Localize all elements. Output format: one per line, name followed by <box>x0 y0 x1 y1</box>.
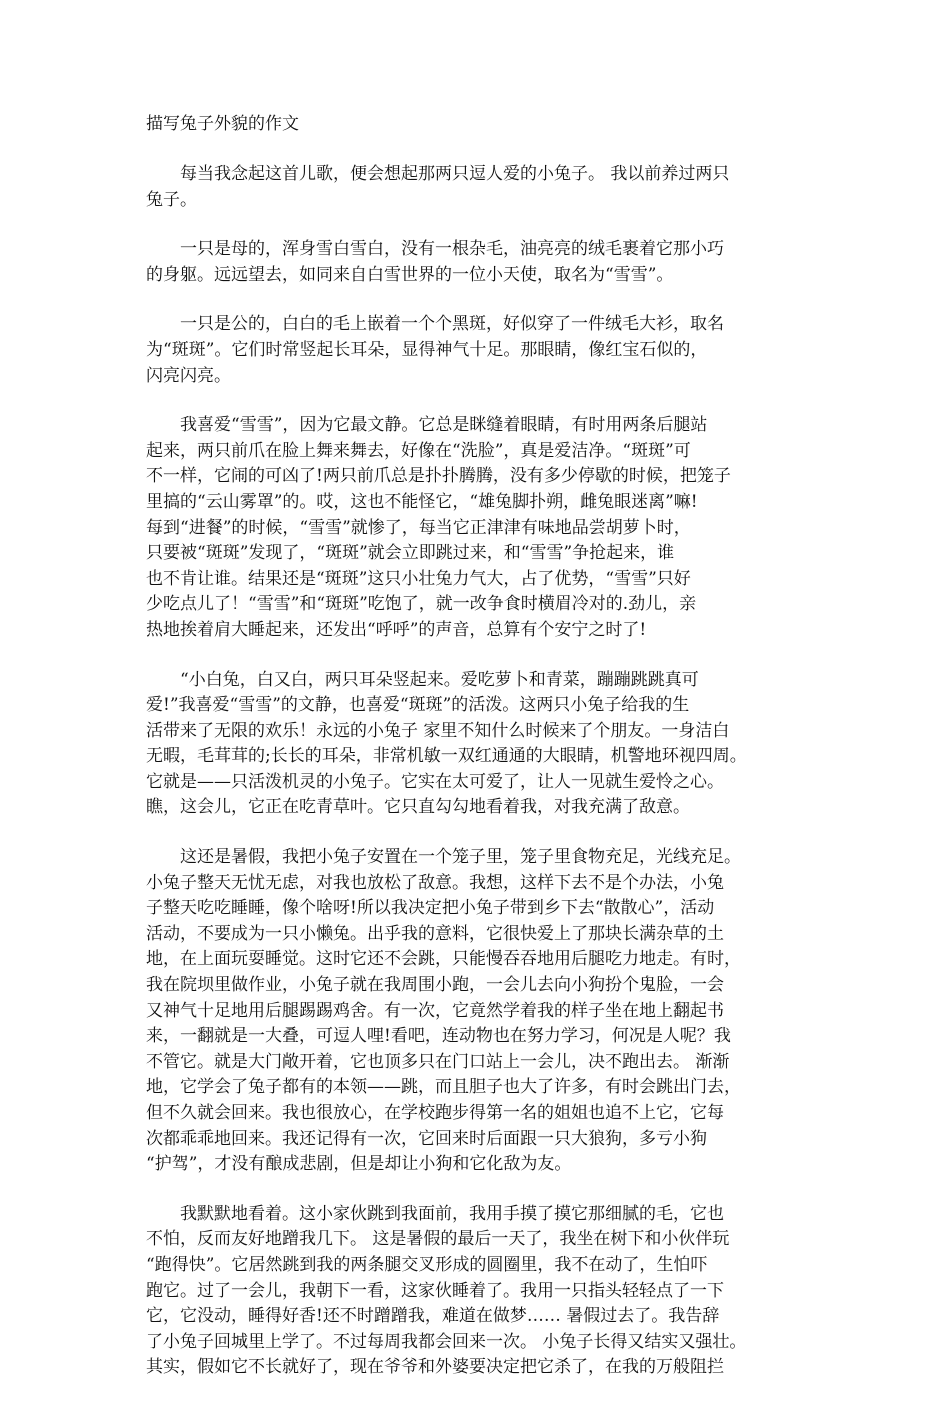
paragraph-line: 瞧，这会儿，它正在吃青草叶。它只直勾勾地看着我，对我充满了敌意。 <box>146 797 690 818</box>
paragraph <box>146 312 826 389</box>
paragraph-line: 爱!”我喜爱“雪雪”的文静，也喜爱“斑斑”的活泼。这两只小兔子给我的生 <box>146 695 690 716</box>
paragraph-line: 的身躯。远远望去，如同来自白雪世界的一位小天使，取名为“雪雪”。 <box>146 264 674 285</box>
paragraph-line: 不一样，它闹的可凶了!两只前爪总是扑扑腾腾，没有多少停歇的时候，把笼子 <box>146 466 731 487</box>
paragraph-line: 少吃点儿了！“雪雪”和“斑斑”吃饱了，就一改争食时横眉冷对的.劲儿，亲 <box>146 594 697 615</box>
paragraph-line: 里搞的“云山雾罩”的。哎，这也不能怪它，“雄兔脚扑朔，雌兔眼迷离”嘛! <box>146 491 698 512</box>
paragraph-line: 它，它没动，睡得好香!还不时蹭蹭我，难道在做梦…… 暑假过去了。我告辞 <box>146 1306 720 1327</box>
paragraph <box>146 237 826 288</box>
paragraph-line: 起来，两只前爪在脸上舞来舞去，好像在“洗脸”，真是爱洁净。“斑斑”可 <box>146 440 691 461</box>
paragraph-line: 次都乖乖地回来。我还记得有一次，它回来时后面跟一只大狼狗，多亏小狗 <box>146 1128 707 1149</box>
paragraph-line: 无暇，毛茸茸的;长长的耳朵，非常机敏一双红通通的大眼睛，机警地环视四周。 <box>146 746 747 767</box>
paragraph-line: “小白兔，白又白，两只耳朵竖起来。爱吃萝卜和青菜，蹦蹦跳跳真可 <box>180 669 699 690</box>
paragraph-line: 了小兔子回城里上学了。不过每周我都会回来一次。 小兔子长得又结实又强壮。 <box>146 1331 747 1352</box>
paragraph-line: “跑得快”。它居然跳到我的两条腿交叉形成的圆圈里，我不在动了，生怕吓 <box>146 1254 708 1275</box>
paragraph-line: 又神气十足地用后腿踢踢鸡舍。有一次，它竟然学着我的样子坐在地上翻起书 <box>146 1000 724 1021</box>
paragraph <box>146 413 826 643</box>
paragraph-line: 每到“进餐”的时候，“雪雪”就惨了，每当它正津津有味地品尝胡萝卜时， <box>146 517 691 538</box>
paragraph-line: 我喜爱“雪雪”，因为它最文静。它总是眯缝着眼睛，有时用两条后腿站 <box>180 415 708 436</box>
paragraph-line: “护驾”，才没有酿成悲剧，但是却让小狗和它化敌为友。 <box>146 1154 572 1175</box>
paragraph-line: 不怕，反而友好地蹭我几下。 这是暑假的最后一天了，我坐在树下和小伙伴玩 <box>146 1229 730 1250</box>
paragraph-line: 这还是暑假，我把小兔子安置在一个笼子里，笼子里食物充足，光线充足。 <box>180 847 741 868</box>
paragraph-line: 来，一翻就是一大叠，可逗人哩!看吧，连动物也在努力学习，何况是人呢？我 <box>146 1026 731 1047</box>
paragraph-line: 不管它。就是大门敞开着，它也顶多只在门口站上一会儿，决不跑出去。 渐渐 <box>146 1051 730 1072</box>
paragraph-line: 跑它。过了一会儿，我朝下一看，这家伙睡着了。我用一只指头轻轻点了一下 <box>146 1280 724 1301</box>
paragraph-line: 我默默地看着。这小家伙跳到我面前，我用手摸了摸它那细腻的毛，它也 <box>180 1203 724 1224</box>
paragraph-line: 子整天吃吃睡睡，像个啥呀!所以我决定把小兔子带到乡下去“散散心”，活动 <box>146 898 715 919</box>
paragraph-line: 热地挨着肩大睡起来，还发出“呼呼”的声音，总算有个安宁之时了! <box>146 619 647 640</box>
paragraph-line: 地，在上面玩耍睡觉。这时它还不会跳，只能慢吞吞地用后腿吃力地走。有时， <box>146 949 741 970</box>
paragraph-line: 活动，不要成为一只小懒兔。出乎我的意料，它很快爱上了那块长满杂草的土 <box>146 923 724 944</box>
paragraph-line: 地，它学会了兔子都有的本领——跳，而且胆子也大了许多，有时会跳出门去， <box>146 1077 741 1098</box>
paragraph <box>146 1202 826 1381</box>
document-title: 描写兔子外貌的作文 <box>146 114 299 134</box>
paragraph-line: 也不肯让谁。结果还是“斑斑”这只小壮兔力气大，占了优势，“雪雪”只好 <box>146 568 691 589</box>
paragraph <box>146 845 826 1178</box>
paragraph-line: 为“斑斑”。它们时常竖起长耳朵，显得神气十足。那眼睛，像红宝石似的， <box>146 339 708 360</box>
paragraph-line: 闪亮闪亮。 <box>146 365 231 386</box>
paragraph-line: 只要被“斑斑”发现了，“斑斑”就会立即跳过来，和“雪雪”争抢起来，谁 <box>146 543 675 564</box>
paragraph-line: 一只是母的，浑身雪白雪白，没有一根杂毛，油亮亮的绒毛裹着它那小巧 <box>180 239 724 260</box>
paragraph <box>146 668 826 822</box>
paragraph-line: 小兔子整天无忧无虑，对我也放松了敌意。我想，这样下去不是个办法，小兔 <box>146 872 724 893</box>
paragraph <box>146 162 826 213</box>
document-body <box>146 162 826 1381</box>
paragraph-line: 一只是公的，白白的毛上嵌着一个个黑斑，好似穿了一件绒毛大衫，取名 <box>180 314 724 335</box>
paragraph-line: 但不久就会回来。我也很放心，在学校跑步得第一名的姐姐也追不上它，它每 <box>146 1103 724 1123</box>
paragraph-line: 它就是——只活泼机灵的小兔子。它实在太可爱了，让人一见就生爱怜之心。 <box>146 771 724 792</box>
document-page <box>146 112 826 1405</box>
paragraph-line: 其实，假如它不长就好了，现在爷爷和外婆要决定把它杀了，在我的万般阻拦 <box>146 1357 724 1378</box>
paragraph-line: 兔子。 <box>146 189 197 210</box>
paragraph-line: 每当我念起这首儿歌，便会想起那两只逗人爱的小兔子。 我以前养过两只 <box>180 164 730 184</box>
paragraph-line: 活带来了无限的欢乐！永远的小兔子 家里不知什么时候来了个朋友。一身洁白 <box>146 720 730 741</box>
paragraph-line: 我在院坝里做作业，小兔子就在我周围小跑，一会儿去向小狗扮个鬼脸，一会 <box>146 975 724 996</box>
